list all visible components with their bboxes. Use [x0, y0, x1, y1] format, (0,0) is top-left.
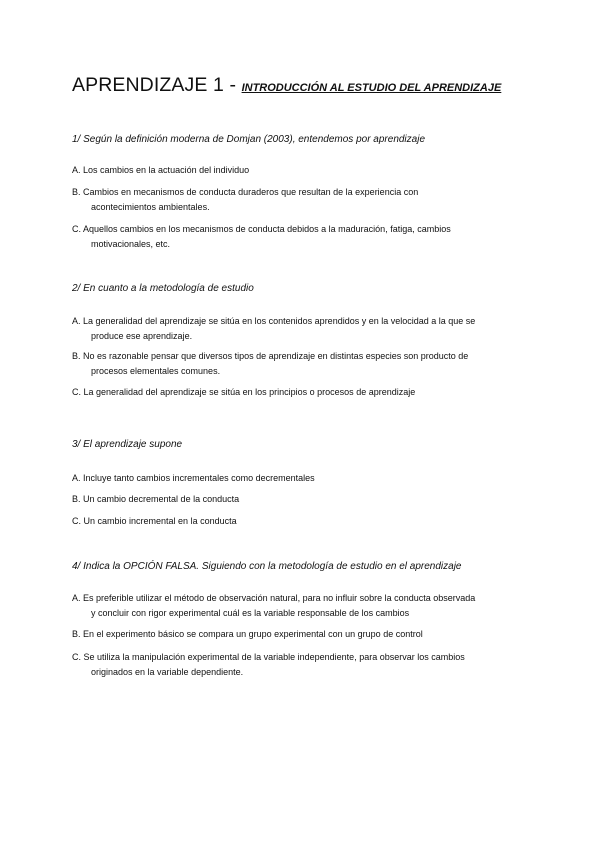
option-text-continuation: originados en la variable dependiente.: [91, 667, 244, 677]
option-letter: C.: [72, 516, 84, 526]
question-3-prompt: 3/ El aprendizaje supone: [72, 439, 183, 450]
option-letter: C.: [72, 224, 84, 234]
question-2-option-c: [72, 385, 530, 400]
question-2-option-b: [72, 349, 530, 379]
question-3-option-c: [72, 514, 530, 529]
question-1-option-b: [72, 185, 530, 215]
option-text: Es preferible utilizar el método de observación natural, para no influir sobre la conducta observada: [83, 593, 476, 603]
title-main: APRENDIZAJE 1 -: [72, 74, 242, 96]
option-text: En el experimento básico se compara un grupo experimental con un grupo de control: [83, 629, 423, 639]
option-text: No es razonable pensar que diversos tipos de aprendizaje en distintas especies son producto de: [83, 351, 469, 361]
question-1-prompt: 1/ Según la definición moderna de Domjan (2003), entendemos por aprendizaje: [72, 134, 426, 145]
option-letter: B.: [72, 494, 84, 504]
question-2-option-a: [72, 314, 530, 344]
question-4-option-c: [72, 650, 530, 680]
option-letter: C.: [72, 387, 84, 397]
option-letter: B.: [72, 629, 84, 639]
question-2-prompt: 2/ En cuanto a la metodología de estudio: [72, 283, 254, 294]
option-letter: B.: [72, 351, 84, 361]
option-letter: A.: [72, 316, 84, 326]
option-letter: A.: [72, 165, 84, 175]
option-letter: A.: [72, 473, 84, 483]
option-text: Se utiliza la manipulación experimental de la variable independiente, para observar los cambios: [83, 652, 465, 662]
option-text-continuation: motivacionales, etc.: [91, 239, 171, 249]
option-text: Aquellos cambios en los mecanismos de conducta debidos a la maduración, fatiga, cambios: [83, 224, 451, 234]
option-letter: B.: [72, 187, 84, 197]
question-3-option-b: [72, 492, 530, 507]
option-letter: A.: [72, 593, 84, 603]
question-1-option-a: [72, 163, 530, 178]
document-title: [72, 74, 501, 99]
option-text-continuation: y concluir con rigor experimental cuál es la variable responsable de los cambios: [91, 608, 410, 618]
option-text: Cambios en mecanismos de conducta duraderos que resultan de la experiencia con: [83, 187, 419, 197]
option-text: La generalidad del aprendizaje se sitúa en los principios o procesos de aprendizaje: [83, 387, 416, 397]
option-text: La generalidad del aprendizaje se sitúa en los contenidos aprendidos y en la velocidad a la que se: [83, 316, 476, 326]
question-4-prompt: 4/ Indica la OPCIÓN FALSA. Siguiendo con la metodología de estudio en el aprendizaje: [72, 561, 462, 572]
option-text-continuation: produce ese aprendizaje.: [91, 331, 193, 341]
option-letter: C.: [72, 652, 84, 662]
question-3-option-a: [72, 471, 530, 486]
question-4-option-b: [72, 627, 530, 642]
title-subtitle: INTRODUCCIÓN AL ESTUDIO DEL APRENDIZAJE: [241, 82, 502, 94]
option-text-continuation: procesos elementales comunes.: [91, 366, 221, 376]
question-4-option-a: [72, 591, 530, 621]
option-text: Un cambio incremental en la conducta: [83, 516, 237, 526]
question-1-option-c: [72, 222, 530, 252]
option-text: Un cambio decremental de la conducta: [83, 494, 240, 504]
option-text-continuation: acontecimientos ambientales.: [91, 202, 210, 212]
option-text: Los cambios en la actuación del individuo: [83, 165, 250, 175]
option-text: Incluye tanto cambios incrementales como decrementales: [83, 473, 315, 483]
